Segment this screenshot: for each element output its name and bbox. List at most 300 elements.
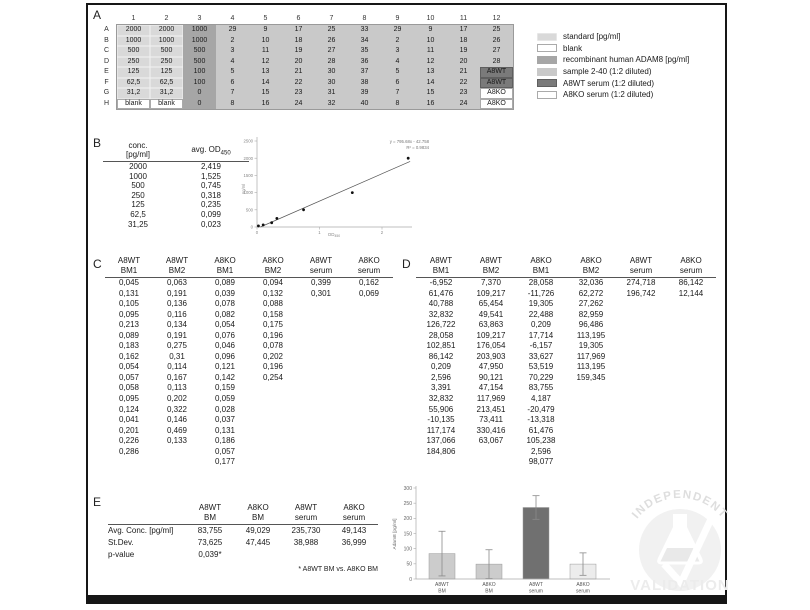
table-row <box>105 310 393 321</box>
y-tick-label: 0 <box>250 224 253 230</box>
header-line1: A8KO <box>358 256 380 265</box>
header-line1: A8WT <box>294 503 318 512</box>
table-cell <box>297 362 345 373</box>
bar-chart <box>388 482 633 602</box>
table-cell <box>566 457 616 468</box>
table-cell: 0,063 <box>166 278 188 287</box>
header-line1: A8KO <box>680 256 702 265</box>
table-cell <box>297 373 345 384</box>
table-cell: 0,037 <box>214 415 236 425</box>
table-row <box>105 436 393 447</box>
watermark-top-textpath: INDEPENDENT <box>630 488 730 522</box>
table-cell <box>666 299 716 310</box>
table-cell: 40,788 <box>428 299 454 309</box>
table-cell: -10,135 <box>427 415 455 425</box>
table-row <box>416 289 716 300</box>
table-row <box>105 447 393 458</box>
table-row <box>416 447 716 458</box>
header-line1: A8WT <box>165 256 189 265</box>
plate-cell: 7 <box>381 88 414 99</box>
panel-e-label: E <box>93 495 102 509</box>
table-cell: 0,131 <box>118 288 140 298</box>
panel-b-label: B <box>93 136 102 150</box>
y-tick-label: 1000 <box>243 190 253 196</box>
table-cell: 55,906 <box>428 404 454 414</box>
plate-cell: 37 <box>348 67 381 78</box>
plate-column-header: 2 <box>164 15 169 22</box>
table-cell <box>345 299 393 310</box>
table-cell: 96,486 <box>578 320 604 330</box>
plate-cell: 1000 <box>150 36 183 47</box>
table-cell <box>616 362 666 373</box>
plate-column-header: 5 <box>263 15 268 22</box>
table-cell: 117,969 <box>476 394 506 404</box>
data-point <box>262 223 265 226</box>
table-cell: 109,217 <box>476 330 506 340</box>
statistics-footnote: * A8WT BM vs. A8KO BM <box>298 566 378 573</box>
table-cell <box>616 331 666 342</box>
table-cell <box>249 383 297 394</box>
table-cell: 0,094 <box>262 278 284 287</box>
plate-cell: 26 <box>315 36 348 47</box>
table-cell: 0,054 <box>214 320 236 330</box>
table-cell <box>249 405 297 416</box>
table-row <box>105 383 393 394</box>
table-cell: -20,479 <box>527 404 555 414</box>
panel-a-label: A <box>93 8 102 22</box>
table-cell: 7,370 <box>480 278 502 287</box>
table-cell <box>234 549 282 561</box>
plate-cell: 31,2 <box>150 88 183 99</box>
y-tick-label: 100 <box>403 546 412 553</box>
table-cell: 0,045 <box>118 278 140 287</box>
table-cell: 500 <box>131 181 145 191</box>
od-header-sub: 450 <box>220 151 231 157</box>
plate-cell: 6 <box>216 78 249 89</box>
column-header <box>416 256 466 275</box>
table-cell: 125 <box>131 200 145 210</box>
plate-cell: 11 <box>249 46 282 57</box>
table-cell: 203,903 <box>476 351 506 361</box>
header-line1: A8KO <box>580 256 602 265</box>
y-tick-label: 2500 <box>243 138 253 144</box>
plate-column-header: 12 <box>492 15 501 22</box>
x-tick-label: 0 <box>255 230 259 235</box>
table-cell <box>297 383 345 394</box>
table-cell: 73,625 <box>197 538 223 547</box>
header-line2: serum <box>342 512 366 522</box>
table-cell: 0,134 <box>166 320 188 330</box>
table-cell: -11,726 <box>527 288 555 298</box>
plate-cell: 100 <box>183 67 216 78</box>
table-cell: 90,121 <box>478 372 504 382</box>
column-header <box>466 256 516 275</box>
table-row <box>105 426 393 437</box>
plate-cell: 17 <box>282 25 315 36</box>
table-row <box>108 549 378 561</box>
plate-cell: 2000 <box>117 25 150 36</box>
plate-cell: 3 <box>216 46 249 57</box>
plate-cell: 15 <box>414 88 447 99</box>
table-cell: 0,469 <box>166 425 188 435</box>
plate-cell: 24 <box>447 99 480 110</box>
table-row <box>416 362 716 373</box>
table-cell <box>105 457 153 468</box>
table-cell: 0,318 <box>200 190 222 200</box>
table-row <box>103 162 249 172</box>
table-cell: 17,714 <box>528 330 554 340</box>
plate-cell: 28 <box>315 57 348 68</box>
y-tick-label: 150 <box>403 531 412 538</box>
y-tick-label: 200 <box>403 516 412 523</box>
table-row <box>103 191 249 201</box>
table-cell <box>416 457 466 468</box>
plate-cell: 22 <box>282 78 315 89</box>
table-row <box>105 362 393 373</box>
table-cell: 33,627 <box>528 351 554 361</box>
table-cell <box>297 341 345 352</box>
table-cell: 47,950 <box>478 362 504 372</box>
table-cell <box>616 341 666 352</box>
plate-cell: 29 <box>216 25 249 36</box>
plate-cell: 36 <box>348 57 381 68</box>
plate-cell: 9 <box>414 25 447 36</box>
y-axis-title: Adam8 [pg/ml] <box>393 518 398 550</box>
table-cell: 0,191 <box>166 330 188 340</box>
panel-d-label: D <box>402 257 411 271</box>
table-cell: 12,144 <box>678 288 704 298</box>
table-row <box>416 299 716 310</box>
table-cell <box>345 415 393 426</box>
table-cell: 0,186 <box>214 436 236 446</box>
table-cell: 0,209 <box>530 320 552 330</box>
header-line1: A8KO <box>214 256 236 265</box>
table-cell: 62,5 <box>130 209 146 219</box>
legend-item-label: sample 2-40 (1:2 diluted) <box>563 67 652 77</box>
table-row <box>416 278 716 289</box>
plate-cell: 21 <box>447 67 480 78</box>
table-row <box>105 373 393 384</box>
table-cell: 0,201 <box>118 425 140 435</box>
table-cell: 27,262 <box>578 299 604 309</box>
plate-cell: 5 <box>381 67 414 78</box>
plate-cell: 12 <box>249 57 282 68</box>
legend-item <box>537 31 689 43</box>
table-row <box>108 537 378 549</box>
table-cell <box>666 457 716 468</box>
plate-cell: 20 <box>282 57 315 68</box>
table-row <box>416 373 716 384</box>
table-cell: 22,488 <box>528 309 554 319</box>
table-cell <box>249 447 297 458</box>
table-cell <box>297 310 345 321</box>
table-row <box>416 320 716 331</box>
y-tick-label: 2000 <box>243 155 253 161</box>
table-cell <box>666 426 716 437</box>
table-cell: 4,187 <box>530 394 552 404</box>
table-cell: 1000 <box>129 171 147 181</box>
table-cell <box>666 405 716 416</box>
plate-cell: 14 <box>414 78 447 89</box>
table-cell <box>616 457 666 468</box>
plate-cell: 23 <box>282 88 315 99</box>
table-cell <box>666 415 716 426</box>
plate-column-header: 3 <box>197 15 202 22</box>
table-cell: -13,318 <box>527 415 555 425</box>
plate-cell: 40 <box>348 99 381 110</box>
x-category-label: A8WT <box>529 582 543 588</box>
column-header <box>516 256 566 275</box>
plate-cell: 15 <box>249 88 282 99</box>
table-cell: 105,238 <box>526 436 556 446</box>
plate-column-header: 10 <box>426 15 435 22</box>
plate-cell: 13 <box>414 67 447 78</box>
table-cell: 32,832 <box>428 309 454 319</box>
column-header <box>153 256 201 275</box>
table-cell: 0,041 <box>118 415 140 425</box>
table-cell: 0,099 <box>200 209 222 219</box>
plate-legend <box>537 31 689 101</box>
plate-row-label: E <box>104 68 109 75</box>
table-cell <box>566 426 616 437</box>
table-cell <box>297 457 345 468</box>
legend-item-label: A8KO serum (1:2 diluted) <box>563 90 654 100</box>
header-line2: serum <box>679 265 703 275</box>
standard-table-body <box>103 162 249 229</box>
table-row <box>103 200 249 210</box>
plate-cell: 24 <box>282 99 315 110</box>
table-cell <box>153 457 201 468</box>
table-row <box>105 289 393 300</box>
table-cell <box>297 436 345 447</box>
table-row <box>416 331 716 342</box>
plate-cell: A8WT <box>480 67 513 78</box>
table-cell <box>616 383 666 394</box>
table-cell <box>345 310 393 321</box>
plate-cell: A8WT <box>480 78 513 89</box>
plate-cell: 0 <box>183 88 216 99</box>
plate-row-label: C <box>103 47 110 54</box>
plate-row-label: H <box>103 99 110 107</box>
table-row <box>108 525 378 537</box>
y-tick-label: 300 <box>403 485 412 492</box>
plate-cell: 12 <box>414 57 447 68</box>
table-cell: 0,132 <box>262 288 284 298</box>
table-row <box>105 415 393 426</box>
table-cell: 32,036 <box>578 278 604 287</box>
plate-column-header: 9 <box>395 15 400 22</box>
table-cell: 19,305 <box>528 299 554 309</box>
table-cell <box>297 299 345 310</box>
column-header <box>566 256 616 275</box>
table-cell: 0,158 <box>262 309 284 319</box>
table-cell <box>616 405 666 416</box>
header-line2: BM2 <box>482 265 500 275</box>
table-cell <box>566 394 616 405</box>
plate-cell: 26 <box>480 36 513 47</box>
table-cell: 0,131 <box>214 425 236 435</box>
header-line1: A8WT <box>117 256 141 265</box>
table-cell: 86,142 <box>428 351 454 361</box>
table-cell: 113,195 <box>576 330 606 340</box>
plate-cell: 27 <box>480 46 513 57</box>
plate-column-header: 7 <box>329 15 334 22</box>
table-row <box>103 181 249 191</box>
table-row <box>416 415 716 426</box>
table-row <box>416 405 716 416</box>
table-cell <box>616 299 666 310</box>
plate-cell: 4 <box>381 57 414 68</box>
conc-header-line1: conc. <box>128 141 148 150</box>
table-cell: 137,066 <box>426 436 456 446</box>
table-cell: 0,069 <box>358 288 380 298</box>
table-cell <box>297 320 345 331</box>
table-row <box>416 436 716 447</box>
legend-item-label: A8WT serum (1:2 diluted) <box>563 78 654 88</box>
plate-column-header: 1 <box>131 15 136 22</box>
table-cell: 63,067 <box>478 436 504 446</box>
legend-color-chip <box>537 68 557 76</box>
watermark-bottom-text: VALIDATION <box>630 577 730 594</box>
y-tick-label: 250 <box>403 500 412 507</box>
table-cell <box>345 426 393 437</box>
table-cell <box>616 415 666 426</box>
table-cell: 213,451 <box>476 404 506 414</box>
table-cell <box>345 320 393 331</box>
plate-cell: 20 <box>447 57 480 68</box>
table-cell <box>666 383 716 394</box>
statistics-table <box>108 503 378 561</box>
table-cell <box>666 341 716 352</box>
table-cell: 28,058 <box>428 330 454 340</box>
table-cell: 0,177 <box>214 457 236 467</box>
table-cell <box>566 415 616 426</box>
plate-cell: A8KO <box>480 88 513 99</box>
table-cell <box>666 352 716 363</box>
table-cell: 0,124 <box>118 404 140 414</box>
table-cell: 184,806 <box>426 446 456 456</box>
table-cell: 196,742 <box>626 288 656 298</box>
plate-cell: 17 <box>447 25 480 36</box>
legend-color-chip <box>537 91 557 99</box>
table-cell <box>345 436 393 447</box>
table-header-row <box>108 503 378 525</box>
header-line2: serum <box>294 512 318 522</box>
table-cell: 73,411 <box>479 415 503 425</box>
table-cell: 0,057 <box>118 372 140 382</box>
header-line1: A8KO <box>530 256 552 265</box>
plate-cell: 14 <box>249 78 282 89</box>
plate-cell: 30 <box>315 78 348 89</box>
plate-cell: 500 <box>183 57 216 68</box>
legend-color-chip <box>537 33 557 41</box>
header-line2: BM <box>252 512 264 522</box>
plate-cell: 35 <box>348 46 381 57</box>
x-category-label: BM <box>485 588 493 595</box>
table-cell: 0,286 <box>118 446 140 456</box>
table-cell: 61,476 <box>428 288 454 298</box>
plate-cell: 5 <box>216 67 249 78</box>
table-row <box>105 352 393 363</box>
y-axis-title: pg/ml <box>241 183 246 195</box>
x-tick-label: 1 <box>318 230 321 235</box>
y-tick-label: 50 <box>406 561 412 568</box>
plate-row-label: F <box>104 78 109 86</box>
table-row <box>105 394 393 405</box>
header-line2: BM2 <box>582 265 600 275</box>
table-cell <box>345 447 393 458</box>
table-cell <box>666 310 716 321</box>
x-tick-label: 2 <box>380 230 384 235</box>
table-row <box>105 320 393 331</box>
plate-cell: 33 <box>348 25 381 36</box>
table-cell: 0,089 <box>118 330 140 340</box>
table-cell: 0,175 <box>262 320 284 330</box>
legend-color-chip <box>537 56 557 64</box>
table-cell <box>153 447 201 458</box>
plate-cell: 16 <box>414 99 447 110</box>
table-cell: 102,851 <box>426 341 456 351</box>
plate-cell: 1000 <box>117 36 150 47</box>
table-cell: 0,159 <box>214 383 236 393</box>
table-cell: 0,116 <box>167 309 187 319</box>
plate-cell: 4 <box>216 57 249 68</box>
table-cell <box>345 331 393 342</box>
table-cell: 98,077 <box>528 457 554 467</box>
table-cell: 0,023 <box>200 219 222 229</box>
table-cell <box>345 394 393 405</box>
row-label: St.Dev. <box>108 538 134 547</box>
plate-cell: 1000 <box>183 36 216 47</box>
y-tick-label: 0 <box>409 576 412 583</box>
column-header <box>297 256 345 275</box>
plate-cell: 19 <box>282 46 315 57</box>
table-cell: 0,162 <box>358 278 380 287</box>
header-line1: A8WT <box>309 256 333 265</box>
table-cell: 117,174 <box>426 425 456 435</box>
table-row <box>105 331 393 342</box>
table-cell <box>616 373 666 384</box>
table-cell: 0,301 <box>310 288 332 298</box>
header-line2: serum <box>357 265 381 275</box>
table-cell: 36,999 <box>341 538 367 547</box>
table-cell: 0,039 <box>214 288 236 298</box>
table-cell <box>616 436 666 447</box>
plate-cell: 32 <box>315 99 348 110</box>
y-tick-label: 500 <box>245 207 253 213</box>
table-cell: 0,136 <box>166 299 188 309</box>
table-cell <box>345 341 393 352</box>
table-cell: 53,519 <box>528 362 554 372</box>
plate-cell: 62,5 <box>117 78 150 89</box>
table-cell: 0,745 <box>200 181 222 191</box>
table-cell: 49,541 <box>478 309 504 319</box>
table-cell: 0,196 <box>262 362 284 372</box>
standard-table <box>103 141 249 229</box>
validation-watermark <box>620 484 746 604</box>
plate-column-header: 11 <box>459 15 468 22</box>
plate-cell: 3 <box>381 46 414 57</box>
concentration-values-table <box>416 256 716 468</box>
plate-column-header: 4 <box>230 15 235 22</box>
legend-item <box>537 77 689 89</box>
table-cell <box>666 373 716 384</box>
header-line2: BM1 <box>216 265 234 275</box>
plate-row-label: D <box>103 57 110 65</box>
od-values-table <box>105 256 393 468</box>
x-category-label: A8WT <box>435 582 449 588</box>
standard-table-header <box>103 141 249 162</box>
